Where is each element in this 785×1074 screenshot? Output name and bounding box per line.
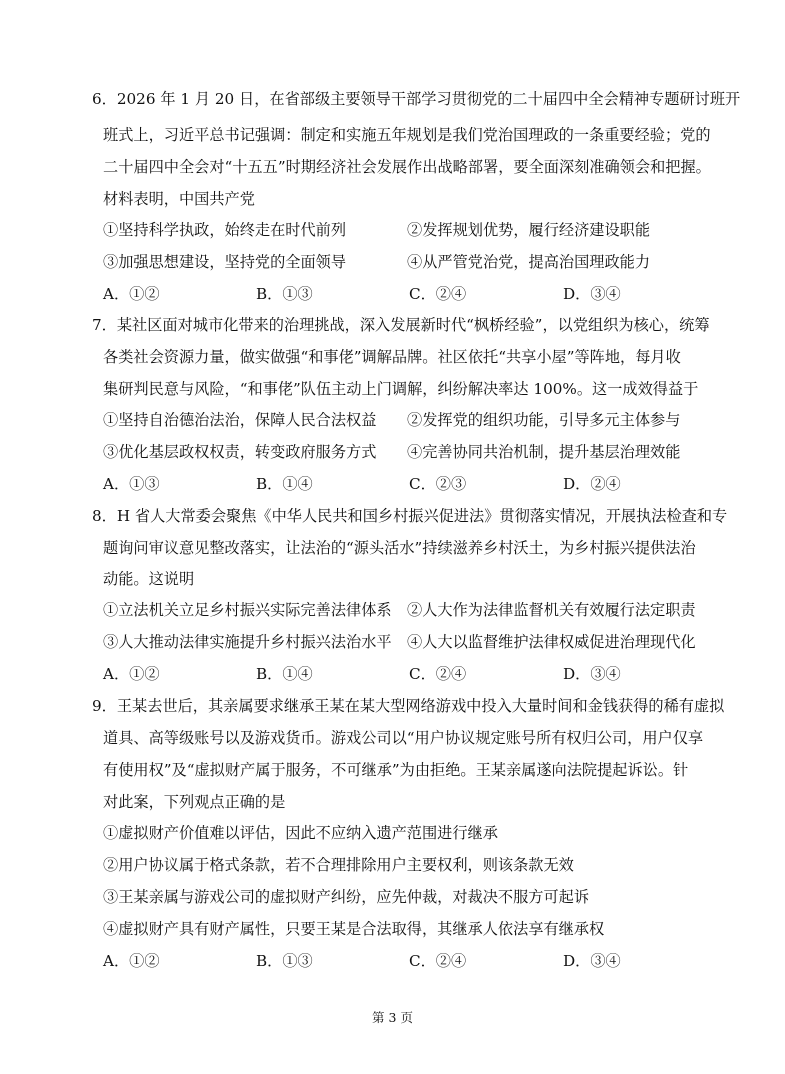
q8-answers	[103, 663, 663, 685]
q7-answer-c: C．②③	[409, 475, 467, 493]
page-number: 第 3 页	[372, 1010, 413, 1025]
q6-stem-line-2: 班式上，习近平总书记强调：制定和实施五年规划是我们党治国理政的一条重要经验；党的	[103, 126, 711, 144]
q7-answers	[103, 473, 663, 495]
q7-answer-d: D．②④	[563, 475, 621, 493]
q7-option-4: ④完善协同共治机制，提升基层治理效能	[407, 443, 681, 461]
q8-option-3: ③人大推动法律实施提升乡村振兴法治水平	[103, 633, 392, 651]
q9-answers	[103, 950, 663, 972]
q6-stem-line-1: 6．2026 年 1 月 20 日，在省部级主要领导干部学习贯彻党的二十届四中全会精神专题研讨班开	[92, 90, 741, 108]
q8-stem-line-1: 8．H 省人大常委会聚焦《中华人民共和国乡村振兴促进法》贯彻落实情况，开展执法检查和专	[92, 507, 728, 525]
q7-answer-a: A．①③	[103, 475, 160, 493]
q6-option-3: ③加强思想建设，坚持党的全面领导	[103, 253, 346, 271]
q8-answer-a: A．①②	[103, 665, 160, 683]
q6-answer-b: B．①③	[256, 285, 313, 303]
q9-answer-d: D．③④	[563, 952, 621, 970]
q7-stem-line-3: 集研判民意与风险，“和事佬”队伍主动上门调解，纠纷解决率达 100%。这一成效得益于	[103, 380, 699, 398]
q9-option-1: ①虚拟财产价值难以评估，因此不应纳入遗产范围进行继承	[103, 824, 498, 842]
q8-stem-line-2: 题询问审议意见整改落实，让法治的“源头活水”持续滋养乡村沃土，为乡村振兴提供法治	[103, 539, 696, 557]
q6-option-1: ①坚持科学执政，始终走在时代前列	[103, 221, 346, 239]
q9-option-4: ④虚拟财产具有财产属性，只要王某是合法取得，其继承人依法享有继承权	[103, 920, 605, 938]
q7-stem-line-1: 7．某社区面对城市化带来的治理挑战，深入发展新时代“枫桥经验”，以党组织为核心，统筹	[92, 316, 710, 334]
q6-option-4: ④从严管党治党，提高治国理政能力	[407, 253, 650, 271]
q9-option-3: ③王某亲属与游戏公司的虚拟财产纠纷，应先仲裁，对裁决不服方可起诉	[103, 888, 589, 906]
q9-answer-a: A．①②	[103, 952, 160, 970]
q7-option-2: ②发挥党的组织功能，引导多元主体参与	[407, 411, 681, 429]
q6-stem-line-3: 二十届四中全会对“十五五”时期经济社会发展作出战略部署，要全面深刻准确领会和把握。	[103, 158, 711, 176]
q8-option-4: ④人大以监督维护法律权威促进治理现代化	[407, 633, 696, 651]
q6-stem-line-4: 材料表明，中国共产党	[103, 190, 255, 208]
q8-answer-b: B．①④	[256, 665, 313, 683]
q9-answer-c: C．②④	[409, 952, 467, 970]
q7-option-3: ③优化基层政权权责，转变政府服务方式	[103, 443, 377, 461]
q7-option-1: ①坚持自治德治法治，保障人民合法权益	[103, 411, 377, 429]
q6-answers	[103, 283, 663, 305]
q6-answer-a: A．①②	[103, 285, 160, 303]
q7-stem-line-2: 各类社会资源力量，做实做强“和事佬”调解品牌。社区依托“共享小屋”等阵地，每月收	[103, 348, 681, 366]
q7-answer-b: B．①④	[256, 475, 313, 493]
q6-answer-d: D．③④	[563, 285, 621, 303]
q8-option-1: ①立法机关立足乡村振兴实际完善法律体系	[103, 601, 392, 619]
q9-stem-line-4: 对此案，下列观点正确的是	[103, 793, 286, 811]
q9-option-2: ②用户协议属于格式条款，若不合理排除用户主要权利，则该条款无效	[103, 856, 574, 874]
q9-stem-line-2: 道具、高等级账号以及游戏货币。游戏公司以“用户协议规定账号所有权归公司，用户仅享	[103, 729, 704, 747]
q8-stem-line-3: 动能。这说明	[103, 570, 195, 588]
q6-option-2: ②发挥规划优势，履行经济建设职能	[407, 221, 650, 239]
q9-stem-line-3: 有使用权”及“虚拟财产属于服务，不可继承”为由拒绝。王某亲属遂向法院提起诉讼。针	[103, 761, 689, 779]
q9-answer-b: B．①③	[256, 952, 313, 970]
q8-option-2: ②人大作为法律监督机关有效履行法定职责	[407, 601, 696, 619]
q8-answer-d: D．③④	[563, 665, 621, 683]
q6-answer-c: C．②④	[409, 285, 467, 303]
q8-answer-c: C．②④	[409, 665, 467, 683]
q9-stem-line-1: 9．王某去世后，其亲属要求继承王某在某大型网络游戏中投入大量时间和金钱获得的稀有虚拟	[92, 697, 725, 715]
